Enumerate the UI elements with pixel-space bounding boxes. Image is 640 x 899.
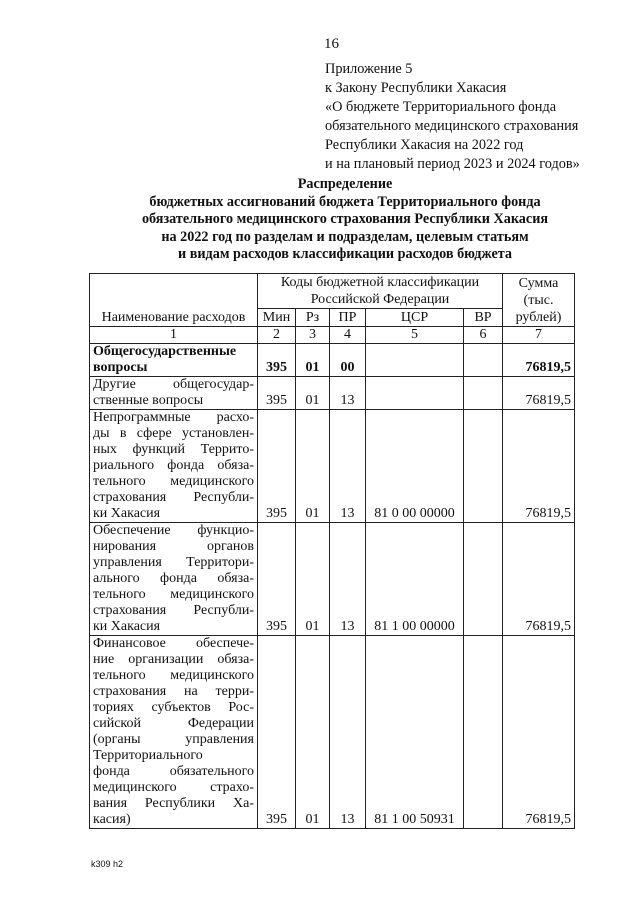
title-line: на 2022 год по разделам и подразделам, целевым статьям: [161, 228, 529, 245]
budget-table: [89, 273, 575, 829]
row-vr: [464, 523, 503, 636]
title-line: обязательного медицинского страхования Республики Хакасия: [141, 211, 549, 227]
row-name-line: страхования на терри-: [93, 684, 254, 699]
row-name-line: вания Республики Ха-: [93, 796, 254, 811]
row-name-line: страхования Республи-: [93, 490, 254, 505]
title-line: Распределение: [297, 176, 393, 192]
header-name: Наименование расходов: [90, 274, 258, 327]
header-vr: ВР: [464, 309, 503, 327]
column-number: 5: [366, 327, 464, 344]
column-number: 4: [330, 327, 366, 344]
row-min: 395: [258, 636, 296, 829]
row-sum: 76819,5: [503, 377, 575, 410]
appendix-line: к Закону Республики Хакасия: [325, 80, 507, 96]
row-name-line: тельного медицинского: [93, 587, 254, 602]
row-name: [90, 523, 258, 636]
row-rz: 01: [296, 523, 330, 636]
page-number: 16: [324, 36, 339, 52]
row-name-line: Общегосударственные: [93, 344, 237, 359]
table-body: [90, 344, 575, 829]
row-min: 395: [258, 344, 296, 377]
row-vr: [464, 377, 503, 410]
row-name-line: фонда обязательного: [93, 764, 254, 779]
header-codes: Коды бюджетной классификации Российской Федерации: [258, 274, 503, 309]
row-name-line: ки Хакасия: [93, 619, 161, 634]
row-sum: 76819,5: [503, 410, 575, 523]
row-name-line: тельного медицинского: [93, 474, 254, 489]
row-vr: [464, 636, 503, 829]
row-name-line: ториях субъектов Рос-: [93, 700, 254, 715]
table-row: [90, 523, 575, 636]
column-number: 3: [296, 327, 330, 344]
row-rz: 01: [296, 344, 330, 377]
row-pr: 13: [330, 410, 366, 523]
appendix-header: [325, 60, 580, 174]
row-name-line: Непрограммные расхо-: [93, 410, 254, 425]
row-name-line: тельного медицинского: [93, 668, 254, 683]
row-name-line: Территориального: [93, 748, 203, 763]
footer-code: k309 h2: [91, 859, 124, 869]
row-min: 395: [258, 377, 296, 410]
row-name-line: сийской Федерации: [93, 716, 254, 731]
row-name: [90, 377, 258, 410]
row-name-line: управления Территори-: [93, 555, 254, 570]
row-name-line: вопросы: [93, 360, 148, 375]
row-name: [90, 344, 258, 377]
row-min: 395: [258, 523, 296, 636]
row-name-line: страхования Республи-: [93, 603, 254, 618]
row-name-line: ных функций Террито-: [93, 442, 254, 457]
title-line: и видам расходов классификации расходов бюджета: [178, 246, 512, 262]
row-sum: 76819,5: [503, 636, 575, 829]
header-min: Мин: [258, 309, 296, 327]
row-sum: 76819,5: [503, 523, 575, 636]
row-name-line: риального фонда обяза-: [93, 458, 254, 473]
row-name-line: касия): [93, 812, 131, 827]
row-name-line: ственные вопросы: [93, 393, 204, 408]
row-name-line: ние организации обяза-: [93, 652, 254, 667]
row-name-line: Другие общегосудар-: [93, 377, 254, 392]
header-pr: ПР: [330, 309, 366, 327]
row-pr: 00: [330, 344, 366, 377]
column-numbers-row: [90, 327, 575, 344]
row-csr: 81 1 00 50931: [366, 636, 464, 829]
row-csr: [366, 377, 464, 410]
table-row: [90, 377, 575, 410]
row-name-line: нирования органов: [93, 539, 254, 554]
row-rz: 01: [296, 377, 330, 410]
document-title: [60, 176, 630, 264]
appendix-line: Приложение 5: [325, 61, 413, 77]
row-name-line: ки Хакасия: [93, 506, 161, 521]
header-csr: ЦСР: [366, 309, 464, 327]
column-number: 6: [464, 327, 503, 344]
row-name-line: Финансовое обеспече-: [93, 636, 254, 651]
row-pr: 13: [330, 523, 366, 636]
title-line: бюджетных ассигнований бюджета Территориального фонда: [149, 193, 541, 210]
row-pr: 13: [330, 377, 366, 410]
table-row: [90, 410, 575, 523]
column-number: 1: [90, 327, 258, 344]
row-rz: 01: [296, 410, 330, 523]
header-sum: Сумма (тыс. рублей): [503, 274, 575, 327]
row-csr: 81 1 00 00000: [366, 523, 464, 636]
row-vr: [464, 344, 503, 377]
row-csr: 81 0 00 00000: [366, 410, 464, 523]
row-vr: [464, 410, 503, 523]
row-sum: 76819,5: [503, 344, 575, 377]
row-name-line: Обеспечение функцио-: [93, 523, 254, 538]
appendix-line: «О бюджете Территориального фонда: [325, 99, 557, 115]
row-name: [90, 636, 258, 829]
table-row: [90, 636, 575, 829]
row-rz: 01: [296, 636, 330, 829]
row-name-line: ды в сфере установлен-: [93, 426, 254, 441]
row-csr: [366, 344, 464, 377]
header-rz: Рз: [296, 309, 330, 327]
column-number: 2: [258, 327, 296, 344]
row-name-line: ального фонда обяза-: [93, 571, 254, 586]
column-number: 7: [503, 327, 575, 344]
row-pr: 13: [330, 636, 366, 829]
row-min: 395: [258, 410, 296, 523]
appendix-line: обязательного медицинского страхования: [325, 118, 579, 134]
table-row: [90, 344, 575, 377]
row-name-line: (органы управления: [93, 732, 254, 747]
row-name: [90, 410, 258, 523]
appendix-line: и на плановый период 2023 и 2024 годов»: [325, 156, 580, 172]
appendix-line: Республики Хакасия на 2022 год: [325, 137, 524, 153]
row-name-line: медицинского страхо-: [93, 780, 254, 795]
